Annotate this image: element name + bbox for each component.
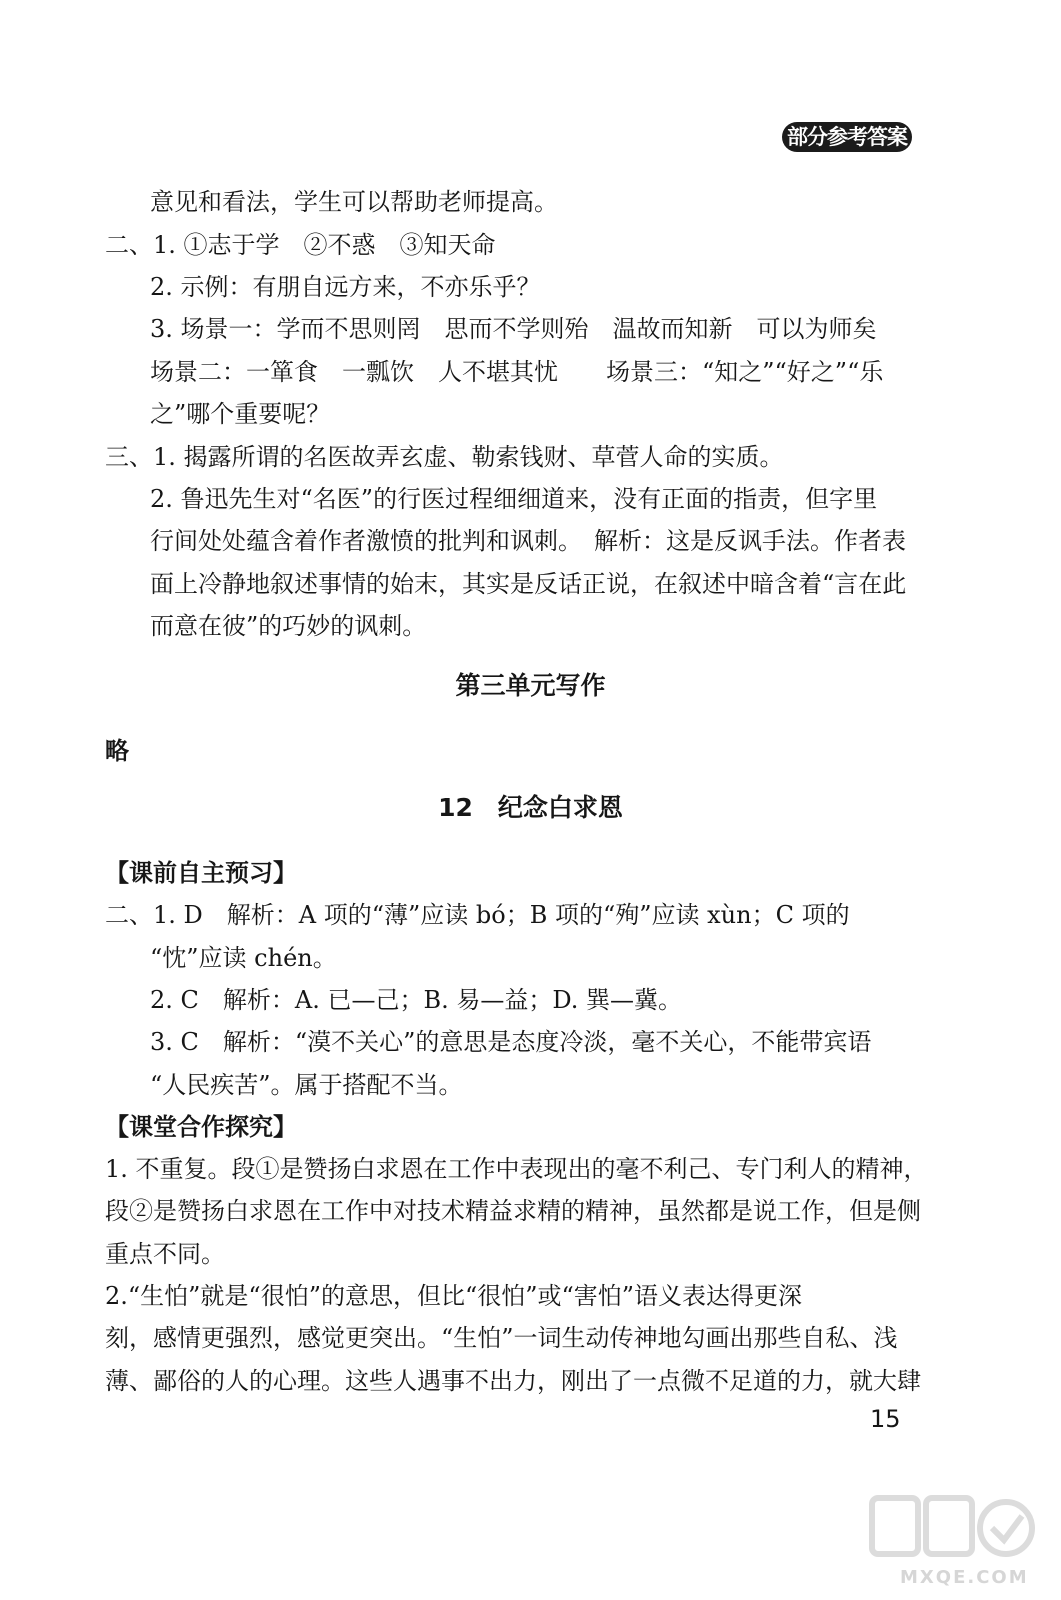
page-number: 15 (870, 1405, 901, 1433)
text-line: 而意在彼”的巧妙的讽刺。 (150, 612, 427, 640)
preview-label: 【课前自主预习】 (105, 859, 297, 887)
text-line: 3. 场景一：学而不思则罔 思而不学则殆 温故而知新 可以为师矣 (150, 315, 877, 343)
text-line: 刻，感情更强烈，感觉更突出。“生怕”一词生动传神地勾画出那些自私、浅 (105, 1324, 898, 1352)
text-line: 段②是赞扬白求恩在工作中对技术精益求精的精神，虽然都是说工作，但是侧 (105, 1197, 921, 1225)
text-line: 2. 鲁迅先生对“名医”的行医过程细细道来，没有正面的指责，但字里 (150, 485, 878, 513)
text-line: 薄、鄙俗的人的心理。这些人遇事不出力，刚出了一点微不足道的力，就大肆 (105, 1367, 921, 1395)
text-line: 2. 示例：有朋自远方来，不亦乐乎？ (150, 273, 541, 301)
text-line: 2.“生怕”就是“很怕”的意思，但比“很怕”或“害怕”语义表达得更深 (105, 1282, 803, 1310)
text-line: “人民疾苦”。属于搭配不当。 (150, 1071, 463, 1099)
text-line: 意见和看法，学生可以帮助老师提高。 (150, 188, 558, 216)
text-line: 三、1. 揭露所谓的名医故弄玄虚、勒索钱财、草菅人命的实质。 (105, 443, 784, 471)
text-line: 二、1. ①志于学 ②不惑 ③知天命 (105, 231, 496, 259)
watermark-text: MXQE.COM (900, 1567, 1029, 1588)
lesson-title: 12 纪念白求恩 (438, 793, 623, 822)
text-line: 面上冷静地叙述事情的始末，其实是反话正说，在叙述中暗含着“言在此 (150, 570, 907, 598)
text-line: “忱”应读 chén。 (150, 944, 337, 972)
text-line: 之”哪个重要呢？ (150, 400, 331, 428)
coop-label: 【课堂合作探究】 (105, 1113, 297, 1141)
text-line: 2. C 解析：A. 已—己；B. 易—益；D. 巽—冀。 (150, 986, 683, 1014)
text-line: 行间处处蕴含着作者激愤的批判和讽刺。 解析：这是反讽手法。作者表 (150, 527, 906, 555)
section-body: 略 (105, 737, 129, 765)
text-line: 3. C 解析：“漠不关心”的意思是态度冷淡，毫不关心，不能带宾语 (150, 1028, 872, 1056)
section-badge: 部分参考答案 (782, 122, 912, 152)
text-line: 场景二：一箪食 一瓢饮 人不堪其忧 场景三：“知之”“好之”“乐 (150, 358, 884, 386)
text-line: 重点不同。 (105, 1240, 225, 1268)
section-title: 第三单元写作 (455, 671, 606, 700)
text-line: 1. 不重复。段①是赞扬白求恩在工作中表现出的毫不利己、专门利人的精神， (105, 1155, 928, 1183)
text-line: 二、1. D 解析：A 项的“薄”应读 bó；B 项的“殉”应读 xùn；C 项的 (105, 901, 850, 929)
